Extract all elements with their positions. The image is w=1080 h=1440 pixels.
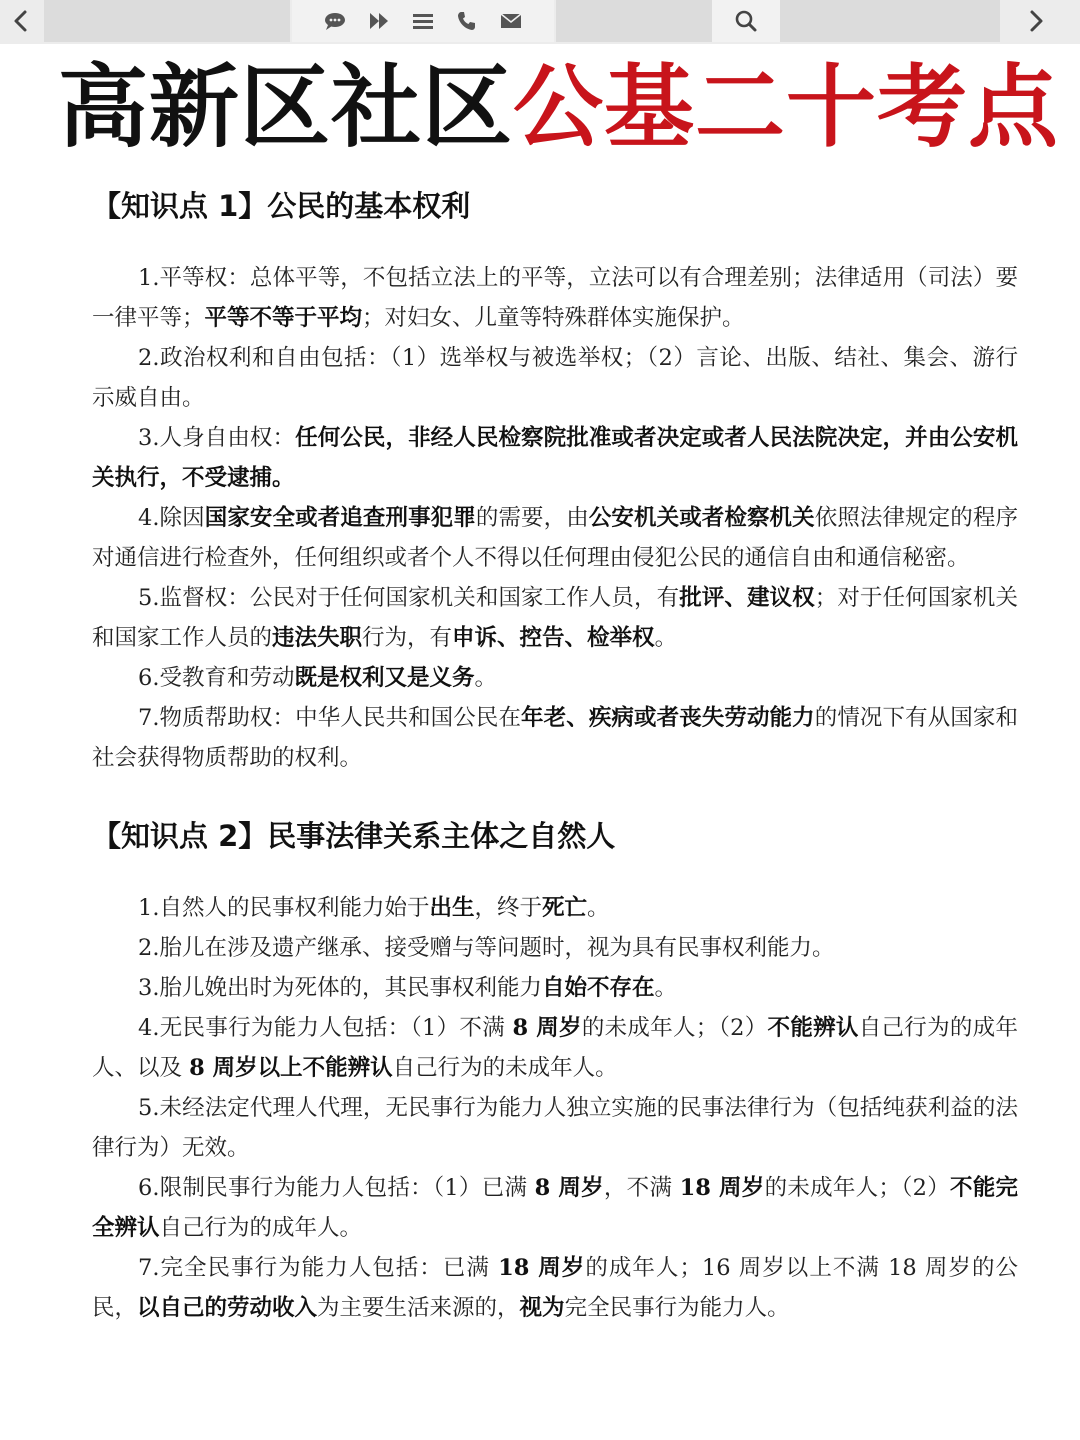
back-button[interactable] (0, 0, 44, 42)
top-toolbar (0, 0, 1080, 44)
item-text: 1.自然人的民事权利能力始于 (138, 895, 430, 921)
item-text: 3.人身自由权： (138, 425, 296, 451)
emphasis-text: 视为 (519, 1295, 565, 1321)
item-text: ，终于 (474, 895, 542, 921)
title-black-part: 高新区社区 (58, 55, 513, 160)
item-text: 的未成年人；（2） (581, 1015, 768, 1041)
item-text: 5.未经法定代理人代理，无民事行为能力人独立实施的民事法律行为（包括纯获利益的法律行为）无效。 (92, 1095, 1018, 1161)
item-text: 7.物质帮助权：中华人民共和国公民在 (138, 705, 522, 731)
list-item (92, 258, 1018, 338)
list-item (92, 1008, 1018, 1088)
emphasis-text: 国家安全或者追查刑事犯罪 (204, 505, 476, 531)
item-text: 自己行为的成年人、以及 (92, 1015, 1018, 1081)
emphasis-text: 任何公民，非经人民检察院批准或者决定或者人民法院决定，并由公安机关执行，不受逮捕。 (92, 425, 1018, 491)
search-button[interactable] (712, 0, 780, 42)
section-heading: 【知识点 1】公民的基本权利 (92, 189, 471, 223)
forward-button[interactable] (1010, 0, 1060, 42)
item-text: 的情况下有从国家和社会获得物质帮助的权利。 (92, 705, 1018, 771)
document-body (92, 186, 1018, 1328)
forward-double-icon (367, 9, 391, 33)
emphasis-text: 8 周岁 (534, 1175, 604, 1201)
list-item (92, 338, 1018, 418)
chat-icon (323, 9, 347, 33)
section-heading: 【知识点 2】民事法律关系主体之自然人 (92, 819, 616, 853)
toolbar-segment (780, 0, 1000, 42)
emphasis-text: 既是权利又是义务 (294, 665, 475, 691)
knowledge-point-1 (92, 186, 1018, 778)
list-item (92, 498, 1018, 578)
list-icon (411, 9, 435, 33)
emphasis-text: 违法失职 (272, 625, 363, 651)
emphasis-text: 不能辨认 (767, 1015, 859, 1041)
list-item (92, 1168, 1018, 1248)
mail-icon (499, 9, 523, 33)
item-text: ，不满 (603, 1175, 680, 1201)
item-text: 2.政治权利和自由包括：（1）选举权与被选举权；（2）言论、出版、结社、集会、游行示威自由。 (92, 345, 1018, 411)
item-text: 4.无民事行为能力人包括：（1）不满 (138, 1015, 513, 1041)
emphasis-text: 申诉、控告、检举权 (452, 625, 655, 651)
emphasis-text: 自始不存在 (541, 975, 655, 1001)
section-items (92, 258, 1018, 778)
item-text: 2.胎儿在涉及遗产继承、接受赠与等问题时，视为具有民事权利能力。 (138, 935, 835, 961)
item-text: 自己行为的成年人。 (159, 1215, 363, 1241)
item-text: 。 (474, 665, 497, 691)
item-text: 自己行为的未成年人。 (392, 1055, 618, 1081)
toolbar-segment (44, 0, 290, 42)
knowledge-point-2 (92, 816, 1018, 1328)
item-text: 6.受教育和劳动 (138, 665, 295, 691)
emphasis-text: 批评、建议权 (679, 585, 815, 611)
emphasis-text: 以自己的劳动收入 (137, 1295, 318, 1321)
list-item (92, 1248, 1018, 1328)
item-text: ；对于任何国家机关和国家工作人员的 (92, 585, 1018, 651)
list-item (92, 578, 1018, 658)
toolbar-icon-group (292, 0, 554, 42)
item-text: 3.胎儿娩出时为死体的，其民事权利能力 (138, 975, 542, 1001)
emphasis-text: 公安机关或者检察机关 (588, 505, 815, 531)
chat-button[interactable] (323, 9, 347, 33)
item-text: 。 (587, 895, 610, 921)
item-text: 为主要生活来源的， (317, 1295, 520, 1321)
emphasis-text: 8 周岁 (512, 1015, 582, 1041)
emphasis-text: 不能完全辨认 (92, 1175, 1019, 1241)
emphasis-text: 年老、疾病或者丧失劳动能力 (521, 705, 815, 731)
item-text: 依照法律规定的程序对通信进行检查外，任何组织或者个人不得以任何理由侵犯公民的通信自由和通信秘密。 (92, 505, 1018, 571)
item-text: 的未成年人；（2） (764, 1175, 950, 1201)
list-item (92, 888, 1018, 928)
item-text: 行为，有 (362, 625, 453, 651)
item-text: ；对妇女、儿童等特殊群体实施保护。 (362, 305, 745, 331)
list-item (92, 928, 1018, 968)
item-text: 4.除因 (138, 505, 205, 531)
forward-icon (1023, 9, 1047, 33)
item-text: 6.限制民事行为能力人包括：（1）已满 (138, 1175, 535, 1201)
emphasis-text: 出生 (429, 895, 475, 921)
item-text: 的需要，由 (475, 505, 589, 531)
mail-button[interactable] (499, 9, 523, 33)
forward-double-button[interactable] (367, 9, 391, 33)
emphasis-text: 18 周岁 (679, 1175, 765, 1201)
emphasis-text: 平等不等于平均 (204, 305, 363, 331)
emphasis-text: 8 周岁以上不能辨认 (189, 1055, 393, 1081)
item-text: 1.平等权：总体平等，不包括立法上的平等，立法可以有合理差别；法律适用（司法）要一律平等； (92, 265, 1018, 331)
list-item (92, 418, 1018, 498)
item-text: 的成年人；16 周岁以上不满 18 周岁的公民， (92, 1255, 1018, 1321)
item-text: 。 (654, 975, 677, 1001)
list-item (92, 658, 1018, 698)
list-item (92, 1088, 1018, 1168)
list-item (92, 968, 1018, 1008)
item-text: 。 (654, 625, 678, 651)
back-icon (10, 9, 34, 33)
list-button[interactable] (411, 9, 435, 33)
item-text: 完全民事行为能力人。 (564, 1295, 790, 1321)
item-text: 5.监督权：公民对于任何国家机关和国家工作人员，有 (138, 585, 680, 611)
item-text: 7.完全民事行为能力人包括：已满 (138, 1255, 499, 1281)
emphasis-text: 死亡 (542, 895, 588, 921)
list-item (92, 698, 1018, 778)
emphasis-text: 18 周岁 (498, 1255, 586, 1281)
phone-icon (455, 9, 479, 33)
search-icon (734, 9, 758, 33)
page-title (58, 55, 1059, 160)
title-red-part: 公基二十考点 (513, 55, 1059, 160)
toolbar-segment (556, 0, 712, 42)
section-items (92, 888, 1018, 1328)
phone-button[interactable] (455, 9, 479, 33)
